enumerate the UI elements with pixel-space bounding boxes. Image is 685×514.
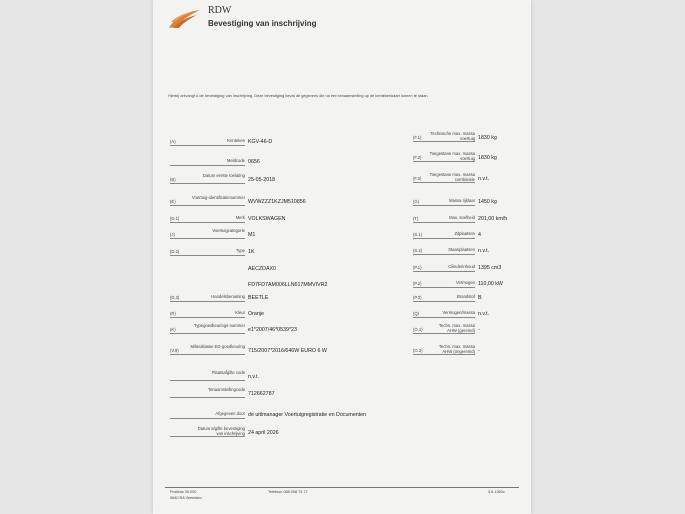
left-field-value-15: de uitlmanager Voertuigregistratie en Documenten xyxy=(248,412,367,418)
field-code: (Q) xyxy=(413,311,420,316)
left-field-12 xyxy=(170,346,245,355)
brand-name: RDW xyxy=(208,5,232,16)
field-label: Vermogen xyxy=(455,280,475,285)
left-field-value-7: AECZDAX0 xyxy=(248,266,276,272)
field-label: Max. snelheid xyxy=(449,215,475,220)
right-field-2 xyxy=(413,174,475,183)
field-code: (O.2) xyxy=(413,348,423,353)
left-field-value-11: e1*2007/46*0539*23 xyxy=(248,327,297,333)
field-underline xyxy=(170,436,245,437)
field-label: Massa rijklaar xyxy=(449,198,475,203)
right-field-value-9: B xyxy=(478,295,482,301)
left-field-value-12: 715/2007*2016/646W EURO 6 W xyxy=(248,348,327,354)
field-underline xyxy=(413,333,475,334)
field-underline xyxy=(413,141,475,142)
right-field-10 xyxy=(413,309,475,318)
right-field-value-2: n.v.t. xyxy=(478,176,490,182)
left-field-6 xyxy=(170,247,245,256)
left-field-value-4: VOLKSWAGEN xyxy=(248,216,286,222)
field-label: Milieuklasse EG-goedkeuring xyxy=(190,344,245,349)
field-underline xyxy=(170,301,245,302)
right-field-5 xyxy=(413,230,475,239)
field-label: Afgegeven door xyxy=(215,411,245,416)
field-underline xyxy=(170,380,245,381)
field-code: (S.2) xyxy=(413,248,423,253)
field-label: Technische max. massa voertuig xyxy=(430,131,475,141)
field-label: Datum eerste toelating xyxy=(202,173,245,178)
field-underline xyxy=(170,317,245,318)
left-field-14 xyxy=(170,389,245,398)
footer-divider xyxy=(165,487,519,488)
rdw-logo-icon xyxy=(167,8,201,30)
field-code: (T) xyxy=(413,216,419,221)
right-field-value-5: 4 xyxy=(478,232,481,238)
field-label: Techn. max. massa AHW (geremd) xyxy=(438,323,475,333)
right-field-value-6: n.v.t. xyxy=(478,248,490,254)
field-label: Cilinderinhoud xyxy=(448,264,475,269)
right-field-value-0: 1830 kg xyxy=(478,135,497,141)
field-underline xyxy=(170,222,245,223)
left-field-15 xyxy=(170,410,245,419)
field-code: (P.3) xyxy=(413,295,422,300)
field-label: Toegestane max. massa combinatie xyxy=(429,172,475,182)
field-label: Typegoedkeurings-nummer xyxy=(194,323,245,328)
field-code: (A) xyxy=(170,139,176,144)
field-label: Techn. max. massa AHW (ongeremd) xyxy=(438,344,475,354)
field-underline xyxy=(413,205,475,206)
field-label: Merk xyxy=(235,215,245,220)
field-label: Brandstof xyxy=(457,294,475,299)
right-field-6 xyxy=(413,246,475,255)
field-code: (D.3) xyxy=(170,295,180,300)
left-field-13 xyxy=(170,372,245,381)
field-label: Voertuigcategorie xyxy=(212,228,245,233)
field-label: Staanplaatsen xyxy=(448,247,475,252)
right-field-value-11: - xyxy=(478,327,480,333)
field-label: Voertuig-identificatienummer xyxy=(191,195,245,200)
field-code: (F.1) xyxy=(413,135,422,140)
right-field-value-1: 1830 kg xyxy=(478,155,497,161)
field-underline xyxy=(413,238,475,239)
footer-phone: Telefoon 088 008 74 77 xyxy=(268,490,308,494)
right-field-0 xyxy=(413,133,475,142)
field-code: (D.1) xyxy=(170,216,180,221)
intro-text: Hierbij ontvangt u de bevestiging van inschrijving. Deze bevestiging bevat de gegevens die na een tenaamstelling op de kentekenkaart komen te staan. xyxy=(168,93,429,98)
field-code: (E) xyxy=(170,199,176,204)
left-field-value-16: 24 april 2026 xyxy=(248,430,279,436)
field-label: Vermogen/massa xyxy=(442,310,475,315)
field-underline xyxy=(170,145,245,146)
field-underline xyxy=(170,238,245,239)
document-title: Bevestiging van inschrijving xyxy=(208,19,317,28)
field-underline xyxy=(413,301,475,302)
right-field-11 xyxy=(413,325,475,334)
field-underline xyxy=(170,205,245,206)
field-code: (O.1) xyxy=(413,327,423,332)
field-label: Zitplaatsen xyxy=(454,231,475,236)
field-underline xyxy=(413,182,475,183)
field-code: (F.2) xyxy=(413,155,422,160)
left-field-value-9: BEETLE xyxy=(248,295,269,301)
left-field-1 xyxy=(170,157,245,166)
field-label: Datum afgifte bevestiging van inschrijving xyxy=(197,426,245,436)
right-field-8 xyxy=(413,279,475,288)
field-code: (P.2) xyxy=(413,281,422,286)
left-field-11 xyxy=(170,325,245,334)
left-field-value-8: FD7FD7AM006LLN617MMVIVR2 xyxy=(248,282,328,288)
field-underline xyxy=(170,165,245,166)
field-label: Kleur xyxy=(235,310,245,315)
left-field-value-1: 0656 xyxy=(248,159,260,165)
field-label: Handelsbenaming xyxy=(211,294,245,299)
field-underline xyxy=(170,397,245,398)
right-field-7 xyxy=(413,263,475,272)
field-label: Type xyxy=(235,248,245,253)
field-underline xyxy=(413,317,475,318)
left-field-value-3: WVWZZZ1KZJM510856 xyxy=(248,199,306,205)
left-field-4 xyxy=(170,214,245,223)
field-underline xyxy=(413,161,475,162)
right-field-value-4: 201,00 km/h xyxy=(478,216,508,222)
right-field-value-8: 110,00 kW xyxy=(478,281,503,287)
footer-city: 9640 RA Veendam xyxy=(170,496,202,500)
field-label: Toegestane max. massa voertuig xyxy=(429,151,475,161)
footer-postbus: Postbus 30.000 xyxy=(170,490,197,494)
field-label: Meldcode xyxy=(226,158,245,163)
field-label: Kenteken xyxy=(227,138,245,143)
field-code: (S.1) xyxy=(413,232,423,237)
left-field-0 xyxy=(170,137,245,146)
left-field-2 xyxy=(170,175,245,184)
field-code: (G) xyxy=(413,199,420,204)
field-underline xyxy=(170,354,245,355)
field-code: (B) xyxy=(170,177,176,182)
right-field-4 xyxy=(413,214,475,223)
right-field-value-12: - xyxy=(478,348,480,354)
field-code: (V.9) xyxy=(170,348,179,353)
left-field-value-2: 25-05-2018 xyxy=(248,177,276,183)
right-field-1 xyxy=(413,153,475,162)
left-field-value-13: n.v.t. xyxy=(248,374,260,380)
field-code: (D.2) xyxy=(170,249,180,254)
left-field-value-0: KGV-46-D xyxy=(248,139,273,145)
field-underline xyxy=(170,183,245,184)
right-field-value-7: 1395 cm3 xyxy=(478,265,502,271)
field-code: (K) xyxy=(170,327,176,332)
field-underline xyxy=(413,354,475,355)
left-field-value-6: 1K xyxy=(248,249,255,255)
field-code: (J) xyxy=(170,232,175,237)
left-field-16 xyxy=(170,428,245,437)
field-code: (F.3) xyxy=(413,176,422,181)
field-underline xyxy=(413,287,475,288)
left-field-10 xyxy=(170,309,245,318)
field-underline xyxy=(413,271,475,272)
right-field-value-10: n.v.t. xyxy=(478,311,490,317)
left-field-value-10: Oranje xyxy=(248,311,264,317)
field-underline xyxy=(413,254,475,255)
footer-reference: 3.6.1260c xyxy=(488,490,505,494)
right-field-3 xyxy=(413,197,475,206)
left-field-9 xyxy=(170,293,245,302)
left-field-5 xyxy=(170,230,245,239)
left-field-3 xyxy=(170,197,245,206)
field-underline xyxy=(413,222,475,223)
field-code: (P.1) xyxy=(413,265,422,270)
left-field-value-5: M1 xyxy=(248,232,256,238)
right-field-value-3: 1450 kg xyxy=(478,199,497,205)
field-underline xyxy=(170,333,245,334)
field-underline xyxy=(170,255,245,256)
field-code: (R) xyxy=(170,311,176,316)
right-field-9 xyxy=(413,293,475,302)
document-page xyxy=(153,0,531,514)
field-label: Tenaamstellingcode xyxy=(207,387,245,392)
right-field-12 xyxy=(413,346,475,355)
field-label: Plaatsafgifte code xyxy=(211,370,245,375)
left-field-value-14: 712662787 xyxy=(248,391,275,397)
field-underline xyxy=(170,418,245,419)
